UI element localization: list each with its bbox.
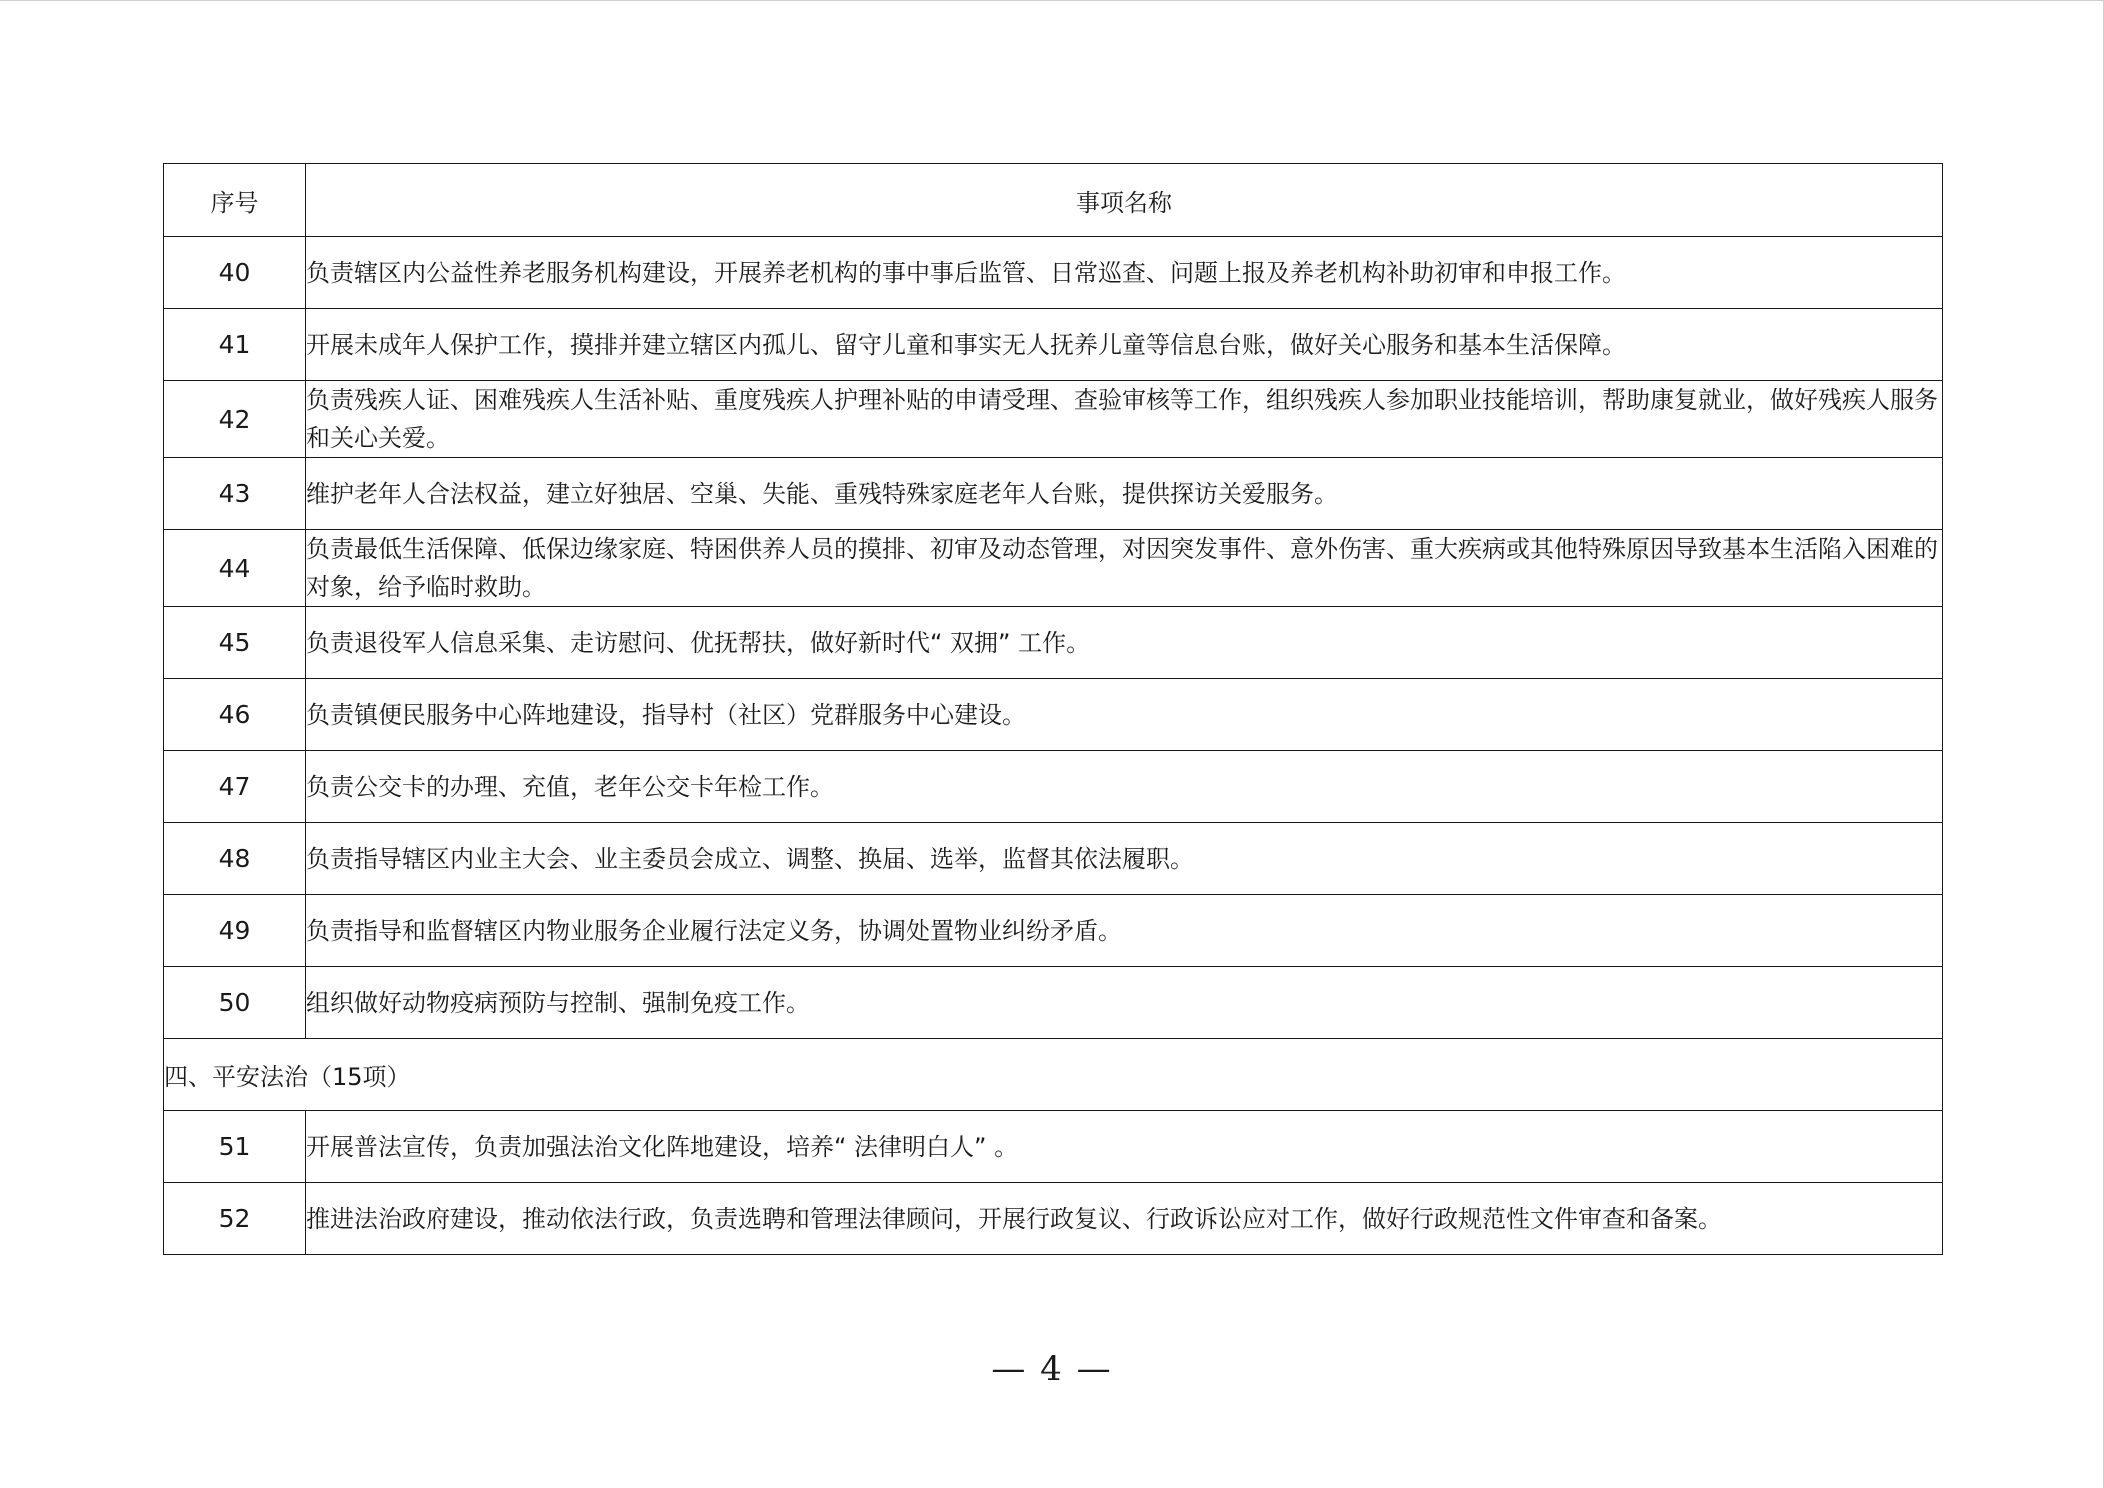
row-number: 48: [164, 823, 306, 895]
table-row: [164, 751, 1943, 823]
row-item-name: 负责镇便民服务中心阵地建设，指导村（社区）党群服务中心建设。: [306, 679, 1943, 751]
row-number: 44: [164, 530, 306, 607]
row-number: 42: [164, 381, 306, 458]
page-number: — 4 —: [991, 1349, 1113, 1389]
row-number: 46: [164, 679, 306, 751]
row-item-name: 负责残疾人证、困难残疾人生活补贴、重度残疾人护理补贴的申请受理、查验审核等工作，组织残疾人参加职业技能培训，帮助康复就业，做好残疾人服务和关心关爱。: [306, 381, 1943, 458]
row-number: 45: [164, 607, 306, 679]
row-item-name: 组织做好动物疫病预防与控制、强制免疫工作。: [306, 967, 1943, 1039]
table-header-row: [164, 164, 1943, 237]
row-item-name: 负责指导辖区内业主大会、业主委员会成立、调整、换届、选举，监督其依法履职。: [306, 823, 1943, 895]
table-row: [164, 1183, 1943, 1255]
row-number: 52: [164, 1183, 306, 1255]
row-item-name: 负责辖区内公益性养老服务机构建设，开展养老机构的事中事后监管、日常巡查、问题上报及养老机构补助初审和申报工作。: [306, 237, 1943, 309]
table-row: [164, 679, 1943, 751]
row-item-name: 负责最低生活保障、低保边缘家庭、特困供养人员的摸排、初审及动态管理，对因突发事件、意外伤害、重大疾病或其他特殊原因导致基本生活陷入困难的对象，给予临时救助。: [306, 530, 1943, 607]
row-number: 43: [164, 458, 306, 530]
table-row: [164, 967, 1943, 1039]
table-row: [164, 458, 1943, 530]
table-row: [164, 895, 1943, 967]
table-row: [164, 1111, 1943, 1183]
row-number: 50: [164, 967, 306, 1039]
row-number: 40: [164, 237, 306, 309]
row-item-name: 负责指导和监督辖区内物业服务企业履行法定义务，协调处置物业纠纷矛盾。: [306, 895, 1943, 967]
row-number: 49: [164, 895, 306, 967]
table-row: [164, 381, 1943, 458]
row-number: 47: [164, 751, 306, 823]
table-row: [164, 237, 1943, 309]
row-item-name: 维护老年人合法权益，建立好独居、空巢、失能、重残特殊家庭老年人台账，提供探访关爱服务。: [306, 458, 1943, 530]
table-row: [164, 607, 1943, 679]
row-item-name: 负责公交卡的办理、充值，老年公交卡年检工作。: [306, 751, 1943, 823]
row-number: 41: [164, 309, 306, 381]
row-item-name: 开展未成年人保护工作，摸排并建立辖区内孤儿、留守儿童和事实无人抚养儿童等信息台账，做好关心服务和基本生活保障。: [306, 309, 1943, 381]
header-num: 序号: [164, 164, 306, 237]
header-name: 事项名称: [306, 164, 1943, 237]
row-item-name: 开展普法宣传，负责加强法治文化阵地建设，培养“ 法律明白人” 。: [306, 1111, 1943, 1183]
row-number: 51: [164, 1111, 306, 1183]
table-row: [164, 309, 1943, 381]
table-row: [164, 823, 1943, 895]
items-table: [163, 163, 1943, 1255]
page-edge-top: [0, 0, 2104, 1]
row-item-name: 推进法治政府建设，推动依法行政，负责选聘和管理法律顾问，开展行政复议、行政诉讼应对工作，做好行政规范性文件审查和备案。: [306, 1183, 1943, 1255]
table-row: [164, 530, 1943, 607]
section-row: [164, 1039, 1943, 1111]
section-heading: 四、平安法治（15项）: [164, 1039, 1943, 1111]
row-item-name: 负责退役军人信息采集、走访慰问、优抚帮扶，做好新时代“ 双拥” 工作。: [306, 607, 1943, 679]
